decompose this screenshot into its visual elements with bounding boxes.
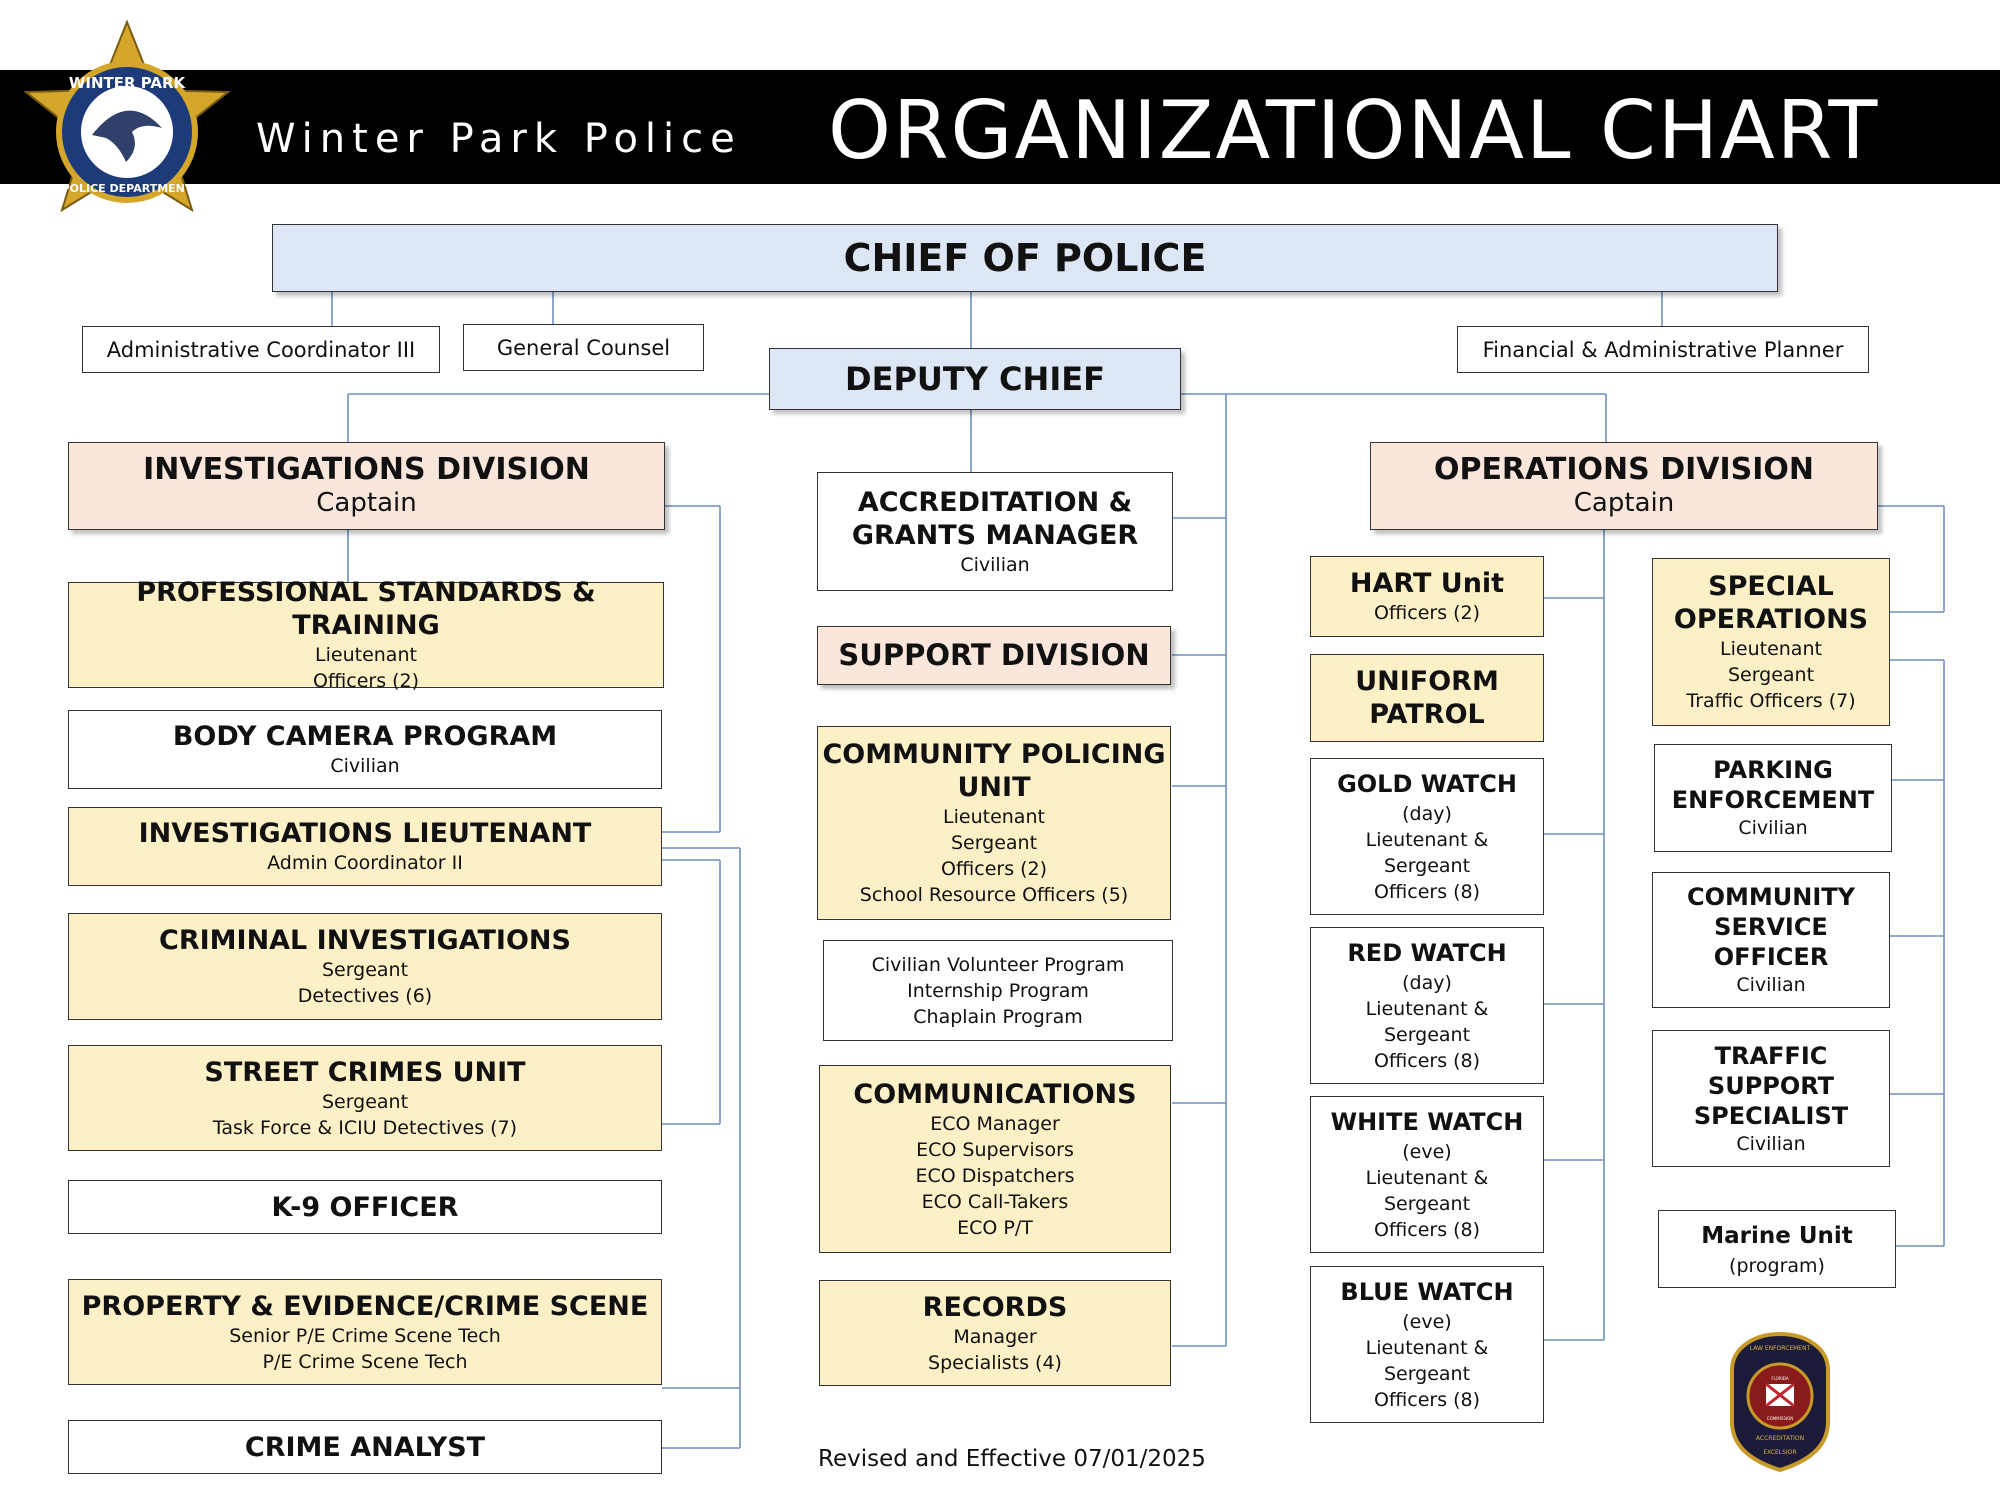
k9-officer-title: K-9 OFFICER bbox=[271, 1191, 459, 1223]
hart-unit-box bbox=[1310, 556, 1544, 637]
operations-division-title: OPERATIONS DIVISION bbox=[1433, 451, 1815, 487]
property-evidence-line: P/E Crime Scene Tech bbox=[262, 1350, 468, 1373]
communications-box bbox=[819, 1065, 1171, 1253]
special-operations-title: SPECIAL bbox=[1708, 571, 1834, 602]
badge-text-bottom: POLICE DEPARTMENT bbox=[61, 182, 193, 195]
traffic-support-title: SUPPORT bbox=[1707, 1071, 1835, 1100]
investigations-lieutenant-line: Admin Coordinator II bbox=[267, 852, 463, 874]
communications-line: ECO P/T bbox=[957, 1216, 1033, 1239]
professional-standards-box bbox=[68, 577, 664, 692]
community-service-officer-box bbox=[1652, 872, 1890, 1008]
community-policing-title: COMMUNITY POLICING bbox=[822, 739, 1166, 770]
k9-officer-box bbox=[68, 1180, 662, 1234]
operations-division-box bbox=[1370, 442, 1878, 530]
community-policing-line: Officers (2) bbox=[940, 858, 1048, 880]
property-evidence-box bbox=[68, 1279, 662, 1385]
communications-line: ECO Manager bbox=[930, 1112, 1060, 1135]
special-operations-title: OPERATIONS bbox=[1673, 604, 1869, 635]
traffic-support-title: SPECIALIST bbox=[1693, 1101, 1849, 1130]
criminal-investigations-title: CRIMINAL INVESTIGATIONS bbox=[159, 925, 571, 956]
professional-standards-title: PROFESSIONAL STANDARDS & TRAINING bbox=[136, 577, 596, 641]
body-camera-box bbox=[68, 710, 662, 789]
traffic-support-line: Civilian bbox=[1736, 1132, 1806, 1155]
revision-footer: Revised and Effective 07/01/2025 bbox=[818, 1446, 1206, 1472]
red-watch-line: Officers (8) bbox=[1373, 1050, 1481, 1072]
professional-standards-line: Lieutenant bbox=[315, 644, 417, 666]
community-policing-line: Sergeant bbox=[950, 832, 1038, 854]
support-division-box bbox=[817, 626, 1171, 685]
gold-watch-title: GOLD WATCH bbox=[1337, 770, 1517, 798]
uniform-patrol-title: UNIFORM bbox=[1355, 666, 1499, 697]
white-watch-box bbox=[1310, 1096, 1544, 1253]
community-service-officer-title: OFFICER bbox=[1713, 943, 1829, 971]
marine-unit-line: (program) bbox=[1729, 1254, 1825, 1277]
communications-title: COMMUNICATIONS bbox=[853, 1078, 1137, 1110]
general-counsel-label: General Counsel bbox=[496, 335, 671, 360]
blue-watch-title: BLUE WATCH bbox=[1340, 1278, 1514, 1306]
chief-of-police-label: CHIEF OF POLICE bbox=[843, 236, 1207, 280]
traffic-support-title: TRAFFIC bbox=[1714, 1041, 1828, 1070]
criminal-investigations-box bbox=[68, 913, 662, 1020]
investigations-division-title: INVESTIGATIONS DIVISION bbox=[143, 451, 590, 487]
program-item: Internship Program bbox=[907, 979, 1089, 1002]
white-watch-line: Lieutenant & bbox=[1365, 1167, 1489, 1189]
records-line: Specialists (4) bbox=[928, 1351, 1062, 1374]
criminal-investigations-line: Detectives (6) bbox=[297, 985, 433, 1007]
white-watch-title: WHITE WATCH bbox=[1330, 1108, 1524, 1136]
gold-watch-line: (day) bbox=[1402, 803, 1452, 825]
financial-planner-box bbox=[1457, 326, 1869, 373]
records-title: RECORDS bbox=[922, 1291, 1068, 1323]
seal-text-bottom: ACCREDITATION bbox=[1755, 1435, 1805, 1442]
program-item: Chaplain Program bbox=[913, 1005, 1083, 1028]
property-evidence-line: Senior P/E Crime Scene Tech bbox=[229, 1324, 501, 1347]
crime-analyst-box bbox=[68, 1420, 662, 1474]
parking-enforcement-line: Civilian bbox=[1738, 817, 1808, 839]
deputy-chief-label: DEPUTY CHIEF bbox=[845, 360, 1105, 398]
criminal-investigations-line: Sergeant bbox=[321, 959, 409, 981]
seal-commission: COMMISSION bbox=[1766, 1416, 1794, 1421]
gold-watch-line: Lieutenant & bbox=[1365, 829, 1489, 851]
records-box bbox=[819, 1280, 1171, 1386]
gold-watch-line: Officers (8) bbox=[1373, 881, 1481, 903]
community-service-officer-title: SERVICE bbox=[1714, 913, 1828, 941]
communications-line: ECO Dispatchers bbox=[915, 1164, 1075, 1187]
red-watch-box bbox=[1310, 927, 1544, 1084]
admin-coordinator-label: Administrative Coordinator III bbox=[106, 337, 416, 362]
white-watch-line: Sergeant bbox=[1383, 1193, 1471, 1215]
crime-analyst-title: CRIME ANALYST bbox=[244, 1431, 486, 1463]
red-watch-line: Sergeant bbox=[1383, 1024, 1471, 1046]
gold-watch-line: Sergeant bbox=[1383, 855, 1471, 877]
special-operations-box bbox=[1652, 558, 1890, 726]
blue-watch-line: (eve) bbox=[1402, 1311, 1452, 1333]
special-operations-line: Sergeant bbox=[1727, 664, 1815, 686]
white-watch-line: Officers (8) bbox=[1373, 1219, 1481, 1241]
body-camera-line: Civilian bbox=[330, 755, 400, 777]
seal-motto: EXCELSIOR bbox=[1763, 1449, 1797, 1456]
accreditation-line: Civilian bbox=[960, 553, 1030, 576]
investigations-division-rank: Captain bbox=[316, 487, 417, 518]
parking-enforcement-title: PARKING bbox=[1713, 756, 1833, 784]
street-crimes-title: STREET CRIMES UNIT bbox=[204, 1056, 526, 1088]
blue-watch-box bbox=[1310, 1266, 1544, 1423]
body-camera-title: BODY CAMERA PROGRAM bbox=[172, 721, 558, 752]
red-watch-title: RED WATCH bbox=[1347, 939, 1507, 967]
accreditation-title: ACCREDITATION & bbox=[857, 486, 1133, 518]
investigations-division-box bbox=[68, 442, 665, 530]
blue-watch-line: Officers (8) bbox=[1373, 1389, 1481, 1411]
operations-division-rank: Captain bbox=[1573, 487, 1675, 518]
support-division-title: SUPPORT DIVISION bbox=[838, 638, 1150, 672]
page-title: ORGANIZATIONAL CHART bbox=[828, 84, 1880, 177]
deputy-chief-box bbox=[769, 348, 1181, 410]
hart-unit-title: HART Unit bbox=[1349, 568, 1505, 599]
records-line: Manager bbox=[953, 1325, 1037, 1348]
uniform-patrol-title: PATROL bbox=[1369, 699, 1485, 730]
seal-text-top: LAW ENFORCEMENT bbox=[1749, 1345, 1811, 1352]
programs-box bbox=[823, 940, 1173, 1041]
special-operations-line: Traffic Officers (7) bbox=[1686, 690, 1856, 712]
program-item: Civilian Volunteer Program bbox=[871, 953, 1125, 976]
admin-coordinator-box bbox=[82, 326, 440, 373]
chief-of-police-box bbox=[272, 224, 1778, 292]
community-policing-title: UNIT bbox=[957, 772, 1031, 803]
hart-unit-line: Officers (2) bbox=[1373, 602, 1481, 624]
community-policing-line: Lieutenant bbox=[943, 806, 1045, 828]
community-policing-box bbox=[817, 726, 1171, 920]
financial-planner-label: Financial & Administrative Planner bbox=[1482, 337, 1844, 362]
special-operations-line: Lieutenant bbox=[1720, 638, 1822, 660]
parking-enforcement-title: ENFORCEMENT bbox=[1671, 786, 1875, 814]
communications-line: ECO Call-Takers bbox=[921, 1190, 1069, 1213]
street-crimes-box bbox=[68, 1045, 662, 1151]
property-evidence-title: PROPERTY & EVIDENCE/CRIME SCENE bbox=[81, 1290, 649, 1322]
marine-unit-box bbox=[1658, 1210, 1896, 1288]
general-counsel-box bbox=[463, 324, 704, 371]
community-service-officer-title: COMMUNITY bbox=[1686, 883, 1856, 911]
investigations-lieutenant-title: INVESTIGATIONS LIEUTENANT bbox=[138, 818, 592, 849]
community-policing-line: School Resource Officers (5) bbox=[859, 884, 1129, 906]
blue-watch-line: Lieutenant & bbox=[1365, 1337, 1489, 1359]
traffic-support-box bbox=[1652, 1030, 1890, 1167]
gold-watch-box bbox=[1310, 758, 1544, 915]
street-crimes-line: Sergeant bbox=[321, 1090, 409, 1113]
badge-text-top: WINTER PARK bbox=[68, 74, 186, 92]
white-watch-line: (eve) bbox=[1402, 1141, 1452, 1163]
uniform-patrol-box bbox=[1310, 654, 1544, 742]
red-watch-line: Lieutenant & bbox=[1365, 998, 1489, 1020]
communications-line: ECO Supervisors bbox=[916, 1138, 1074, 1161]
community-service-officer-line: Civilian bbox=[1736, 974, 1806, 996]
accreditation-box bbox=[817, 472, 1173, 591]
accreditation-seal-logo bbox=[1728, 1330, 1832, 1472]
parking-enforcement-box bbox=[1654, 744, 1892, 852]
blue-watch-line: Sergeant bbox=[1383, 1363, 1471, 1385]
seal-florida: FLORIDA bbox=[1771, 1376, 1789, 1381]
professional-standards-line: Officers (2) bbox=[312, 670, 420, 692]
marine-unit-title: Marine Unit bbox=[1701, 1222, 1853, 1249]
department-name: Winter Park Police bbox=[256, 116, 742, 162]
red-watch-line: (day) bbox=[1402, 972, 1452, 994]
street-crimes-line: Task Force & ICIU Detectives (7) bbox=[212, 1116, 518, 1139]
accreditation-title: GRANTS MANAGER bbox=[851, 519, 1139, 551]
investigations-lieutenant-box bbox=[68, 807, 662, 886]
